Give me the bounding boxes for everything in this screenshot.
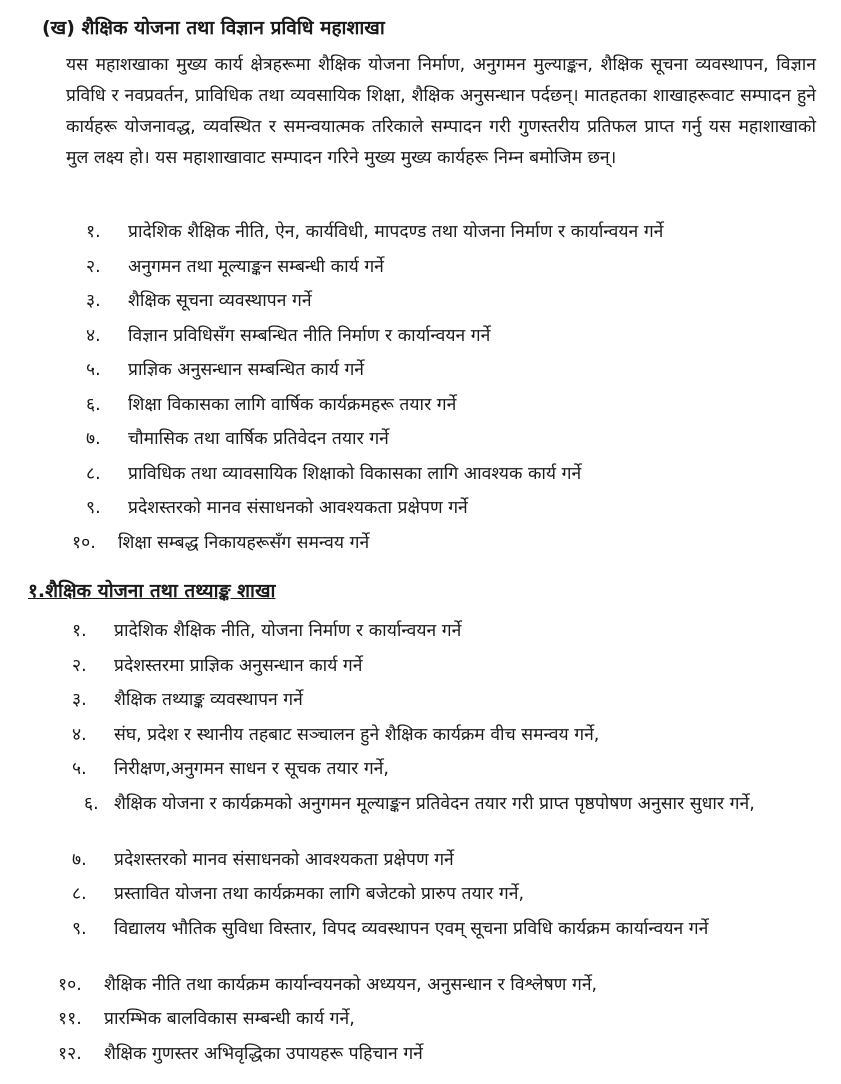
list-item-number: १. (72, 621, 87, 641)
list-item (0, 250, 841, 285)
list-item-text: प्रदेशस्तरको मानव संसाधनको आवश्यकता प्रक्षेपण गर्ने (128, 498, 468, 518)
list-item-text: प्राज्ञिक अनुसन्धान सम्बन्धित कार्य गर्ने (128, 360, 365, 380)
list-item-number: १. (86, 222, 101, 242)
list-item-text: प्रादेशिक शैक्षिक नीति, योजना निर्माण र कार्यान्वयन गर्ने (114, 621, 462, 641)
list-item-number: ४. (72, 724, 87, 745)
list-item-number: ४. (86, 325, 101, 346)
list-item-number: १२. (58, 1043, 82, 1064)
list-item (0, 752, 841, 787)
list-item-text: शिक्षा सम्बद्ध निकायहरूसँग समन्वय गर्ने (118, 532, 370, 553)
list-item-number: ७. (86, 429, 101, 449)
list-item-text: शैक्षिक नीति तथा कार्यक्रम कार्यान्वयनको अध्ययन, अनुसन्धान र विश्लेषण गर्ने, (104, 974, 598, 995)
list-item (0, 649, 841, 684)
list-item-text: अनुगमन तथा मूल्याङ्कन सम्बन्धी कार्य गर्ने (128, 256, 384, 277)
list-item-number: ७. (72, 849, 87, 870)
list-item-text: प्रस्तावित योजना तथा कार्यक्रमका लागि बजेटको प्रारुप तयार गर्ने, (114, 884, 525, 904)
list-item (0, 1002, 841, 1037)
list-item-text: शैक्षिक योजना र कार्यक्रमको अनुगमन मूल्याङ्कन प्रतिवेदन तयार गरी प्राप्त पृष्ठपोषण अनुसार सुधार गर्ने, (114, 793, 755, 814)
list-item-text: विद्यालय भौतिक सुविधा विस्तार, विपद व्यवस्थापन एवम् सूचना प्रविधि कार्यक्रम कार्यान्वयन गर्ने (114, 918, 709, 939)
list-item (0, 457, 841, 492)
list-item (0, 877, 841, 912)
list-item-text: प्रादेशिक शैक्षिक नीति, ऐन, कार्यविधी, मापदण्ड तथा योजना निर्माण र कार्यान्वयन गर्ने (128, 222, 664, 242)
branch-functions-list (0, 614, 841, 1071)
list-item (0, 215, 841, 250)
list-item (0, 843, 841, 878)
list-item-text: निरीक्षण,अनुगमन साधन र सूचक तयार गर्ने, (114, 759, 389, 779)
list-item (0, 388, 841, 423)
list-item-text: शैक्षिक तथ्याङ्क व्यवस्थापन गर्ने (114, 690, 303, 710)
section-heading-planning-statistics-branch: १.शैक्षिक योजना तथा तथ्याङ्क शाखा (28, 580, 276, 602)
list-item (0, 787, 841, 843)
list-item-text: प्रदेशस्तरको मानव संसाधनको आवश्यकता प्रक्षेपण गर्ने (114, 849, 454, 870)
list-item-number: ५. (72, 759, 87, 779)
list-item-number: ८. (72, 884, 87, 904)
list-item-number: ६. (84, 793, 99, 814)
list-item (0, 491, 841, 526)
list-item (0, 284, 841, 319)
list-item-number: २. (86, 256, 101, 277)
list-item-number: ९. (72, 918, 87, 939)
list-item-text: शिक्षा विकासका लागि वार्षिक कार्यक्रमहरू तयार गर्ने (128, 394, 457, 415)
list-item-number: ९. (86, 498, 101, 518)
list-item-text: संघ, प्रदेश र स्थानीय तहबाट सञ्चालन हुने शैक्षिक कार्यक्रम वीच समन्वय गर्ने, (114, 724, 600, 745)
list-item-text: शैक्षिक सूचना व्यवस्थापन गर्ने (128, 291, 312, 311)
list-item-number: ३. (72, 690, 87, 710)
list-item-number: ३. (86, 291, 101, 311)
list-item (0, 1037, 841, 1072)
list-item-number: ६. (86, 394, 101, 415)
list-item (0, 683, 841, 718)
list-item-text: चौमासिक तथा वार्षिक प्रतिवेदन तयार गर्ने (128, 429, 389, 449)
list-item-number: ५. (86, 360, 101, 380)
list-item (0, 718, 841, 753)
division-functions-list (0, 215, 841, 560)
section-heading-planning-science-division: (ख) शैक्षिक योजना तथा विज्ञान प्रविधि महाशाखा (42, 17, 385, 39)
list-item (0, 319, 841, 354)
list-item-text: प्रारम्भिक बालविकास सम्बन्धी कार्य गर्ने, (104, 1009, 355, 1029)
list-item-text: प्राविधिक तथा व्यावसायिक शिक्षाको विकासका लागि आवश्यक कार्य गर्ने (128, 463, 582, 484)
list-item (0, 614, 841, 649)
list-item (0, 912, 841, 968)
list-item (0, 968, 841, 1003)
list-item-text: प्रदेशस्तरमा प्राज्ञिक अनुसन्धान कार्य गर्ने (114, 655, 363, 676)
list-item-number: ११. (58, 1009, 82, 1029)
list-item-text: शैक्षिक गुणस्तर अभिवृद्धिका उपायहरू पहिचान गर्ने (104, 1043, 423, 1064)
list-item-number: ८. (86, 463, 101, 484)
list-item-number: १०. (58, 974, 82, 995)
list-item (0, 353, 841, 388)
list-item-number: २. (72, 655, 87, 676)
division-description-paragraph: यस महाशखाका मुख्य कार्य क्षेत्रहरूमा शैक्षिक योजना निर्माण, अनुगमन मुल्याङ्कन, शैक्षिक सूचना व्यवस्थापन, विज्ञान प्रविधि र नवप्रवर्तन, प्राविधिक तथा व्यवसायिक शिक्षा, शैक्षिक अनुसन्धान पर्दछन्। मातहतका शाखाहरूवाट सम्पादन हुने कार्यहरू योजनावद्ध, व्यवस्थित र समन्वयात्मक तरिकाले सम्पादन गरी गुणस्तरीय प्रतिफल प्राप्त गर्नु यस महाशाखाको मुल लक्ष्य हो। यस महाशाखावाट सम्पादन गरिने मुख्य मुख्य कार्यहरू निम्न बमोजिम छन्। (66, 55, 816, 168)
list-item-number: १०. (72, 532, 96, 553)
list-item (0, 422, 841, 457)
list-item (0, 526, 841, 561)
list-item-text: विज्ञान प्रविधिसँग सम्बन्धित नीति निर्माण र कार्यान्वयन गर्ने (128, 325, 491, 346)
